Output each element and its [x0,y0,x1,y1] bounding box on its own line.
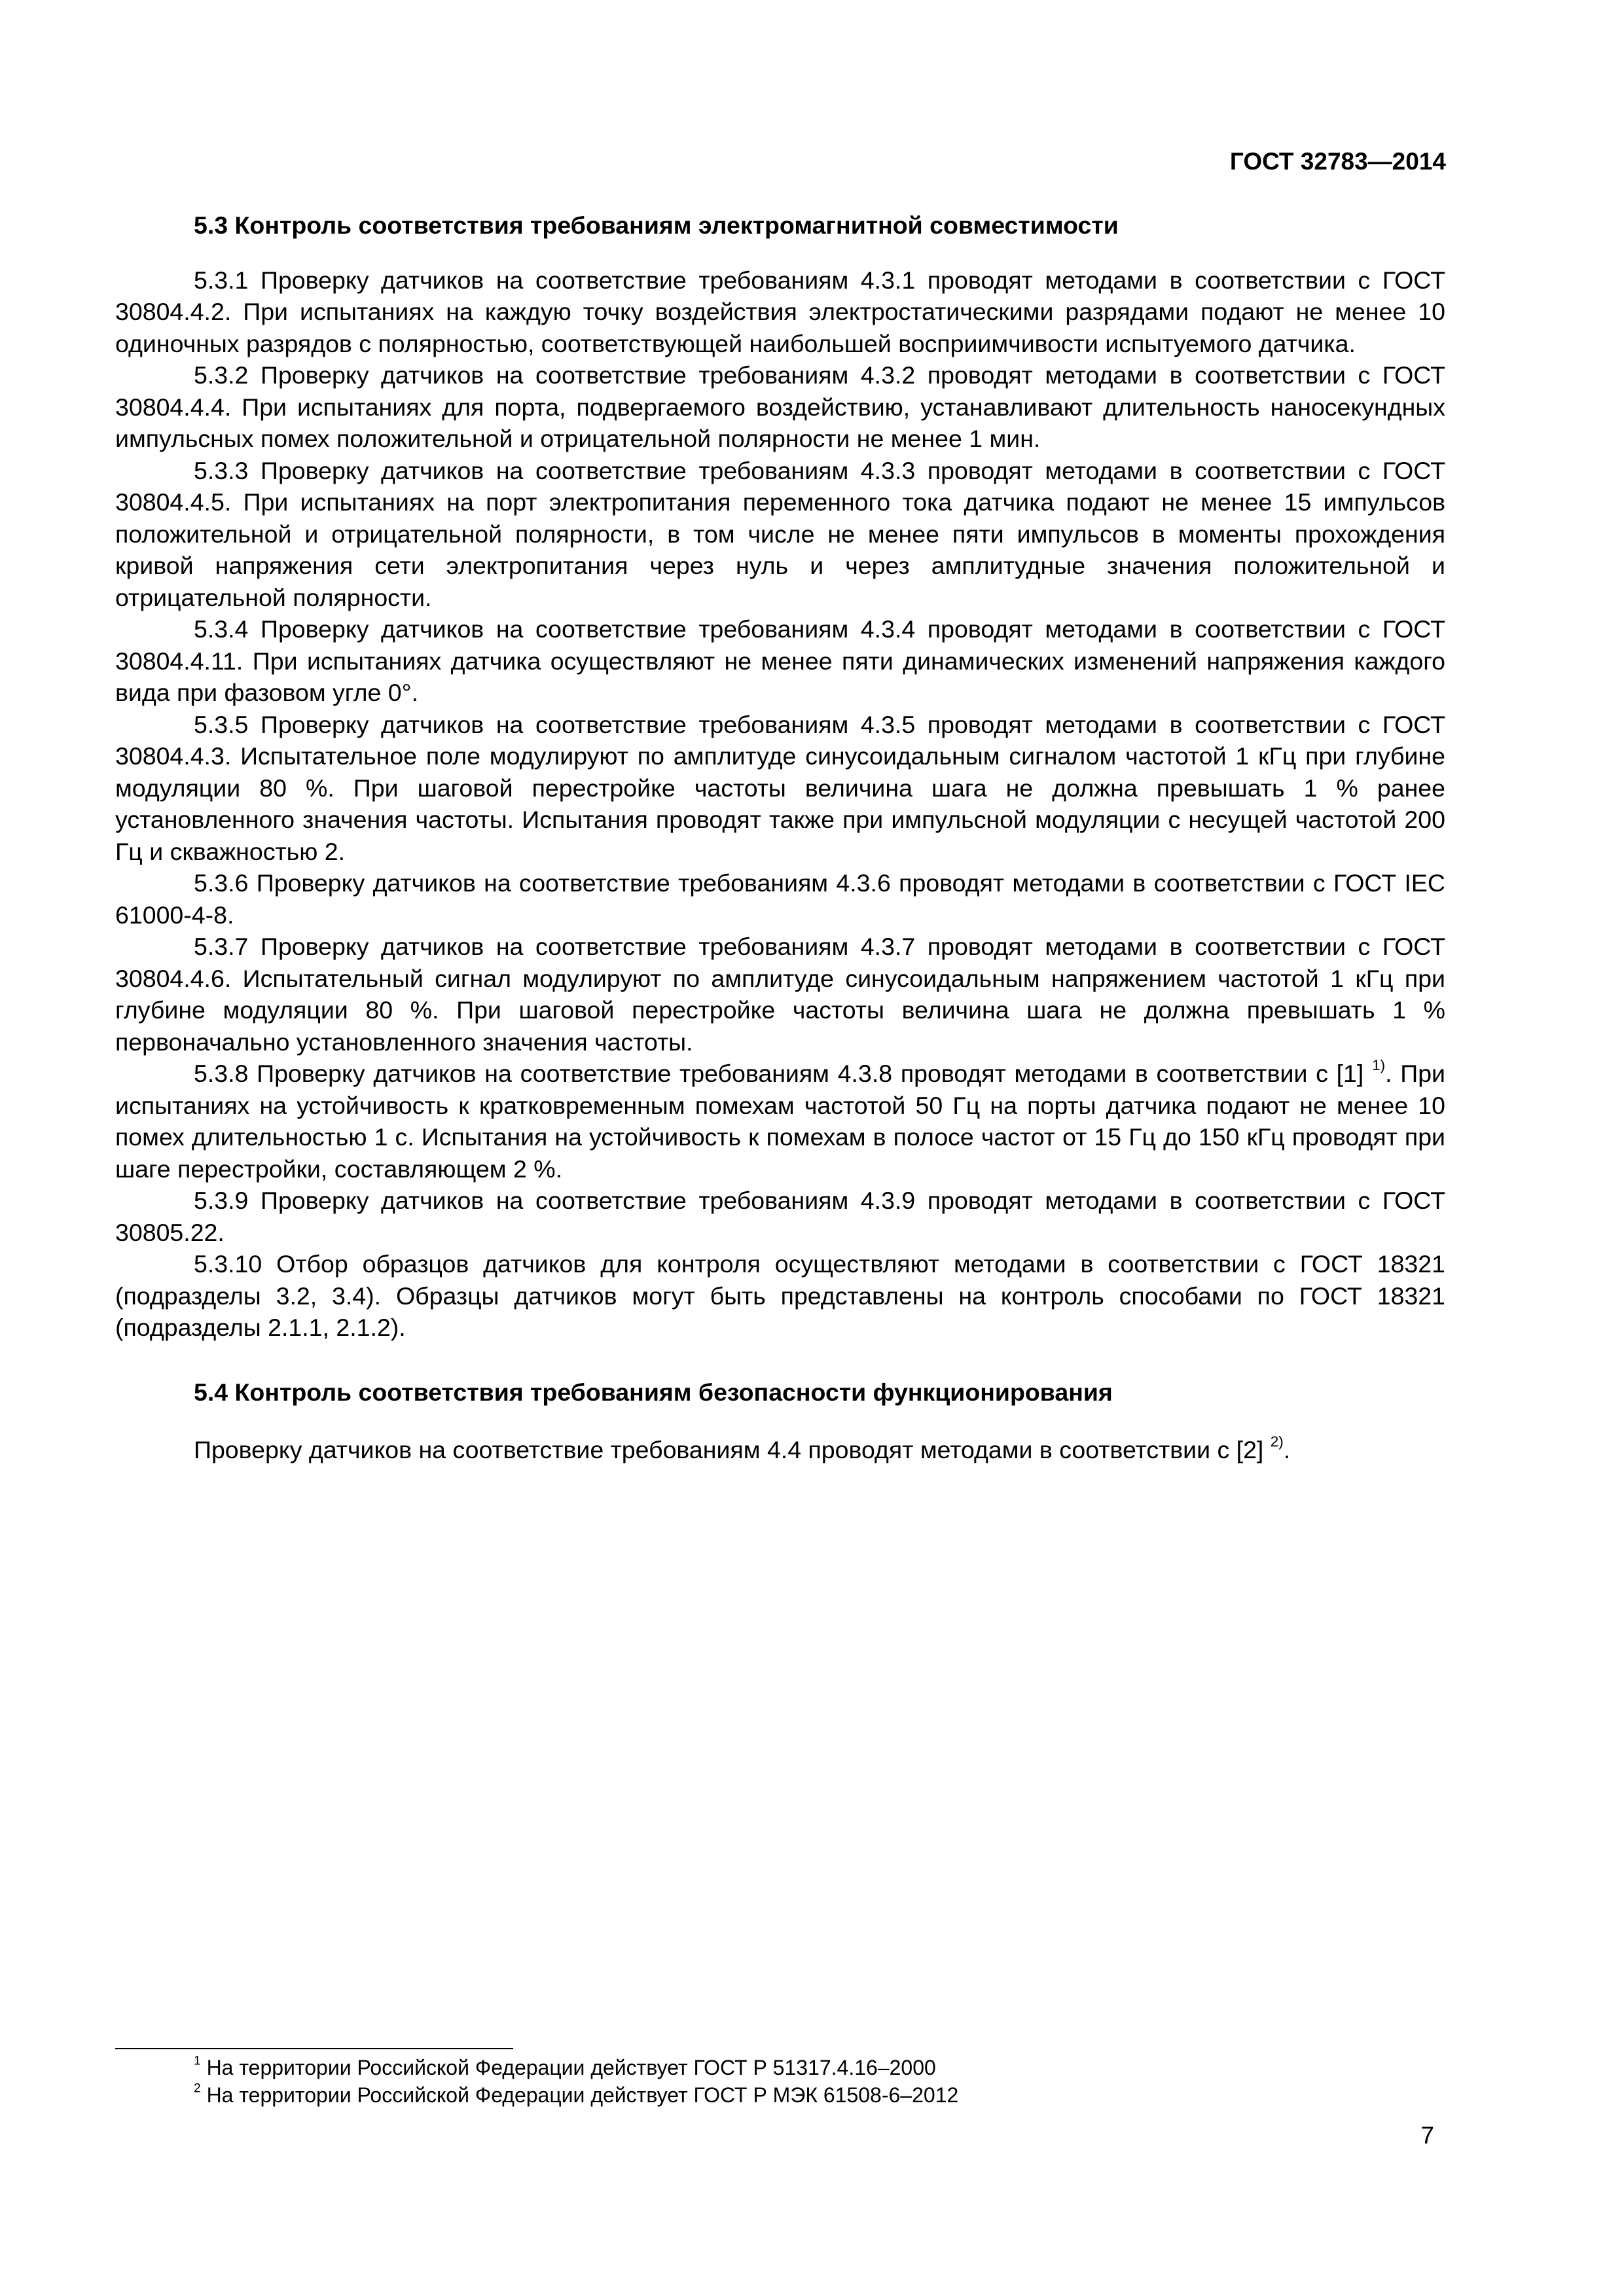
paragraph-5-3-1: 5.3.1 Проверку датчиков на соответствие требованиям 4.3.1 проводят методами в соответствии с ГОСТ 30804.4.2. При испытаниях на каждую точку воздействия электростатическими разрядами подают не менее 10 одиночных разрядов с полярностью, соответствующей наибольшей восприимчивости испытуемого датчика. [115,266,1445,357]
footnote-1-text: На территории Российской Федерации действует ГОСТ Р 51317.4.16–2000 [200,2056,936,2079]
section-5-3-title: 5.3 Контроль соответствия требованиям электромагнитной совместимости [194,211,1119,239]
footnote-2-mark: 2 [194,2081,201,2096]
footnote-2-text: На территории Российской Федерации действует ГОСТ Р МЭК 61508-6–2012 [200,2083,959,2107]
footnote-1-mark: 1 [194,2054,201,2068]
paragraph-5-3-7: 5.3.7 Проверку датчиков на соответствие требованиям 4.3.7 проводят методами в соответствии с ГОСТ 30804.4.6. Испытательный сигнал модулируют по амплитуде синусоидальным напряжением частотой 1 кГц при глубине модуляции 80 %. При шаговой перестройке частоты величина шага не должна превышать 1 % первоначально установленного значения частоты. [115,933,1445,1056]
footnote-ref-2: 2) [1270,1433,1284,1450]
paragraph-5-3-3: 5.3.3 Проверку датчиков на соответствие требованиям 4.3.3 проводят методами в соответствии с ГОСТ 30804.4.5. При испытаниях на порт электропитания переменного тока датчика подают не менее 15 импульсов положительной и отрицательной полярности, в том числе не менее пяти импульсов в моменты прохождения кривой напряжения сети электропитания через нуль и через амплитудные значения положительной и отрицательной полярности. [115,456,1445,611]
paragraph-5-3-8 [115,1058,1445,1185]
document-header: ГОСТ 32783—2014 [1229,148,1446,175]
paragraph-5-3-9: 5.3.9 Проверку датчиков на соответствие требованиям 4.3.9 проводят методами в соответствии с ГОСТ 30805.22. [115,1187,1445,1246]
footnotes [194,2054,958,2109]
footnote-2 [194,2081,958,2109]
footnote-separator [115,2048,513,2049]
paragraph-5-3-5: 5.3.5 Проверку датчиков на соответствие требованиям 4.3.5 проводят методами в соответствии с ГОСТ 30804.4.3. Испытательное поле модулируют по амплитуде синусоидальным сигналом частотой 1 кГц при глубине модуляции 80 %. При шаговой перестройке частоты величина шага не должна превышать 1 % ранее установленного значения частоты. Испытания проводят также при импульсной модуляции с несущей частотой 200 Гц и скважностью 2. [115,710,1445,865]
document-body [115,209,1445,1466]
paragraph-5-3-4: 5.3.4 Проверку датчиков на соответствие требованиям 4.3.4 проводят методами в соответствии с ГОСТ 30804.4.11. При испытаниях датчика осуществляют не менее пяти динамических изменений напряжения каждого вида при фазовом угле 0°. [115,615,1445,706]
paragraph-5-3-10: 5.3.10 Отбор образцов датчиков для контроля осуществляют методами в соответствии с ГОСТ 18321 (подразделы 3.2, 3.4). Образцы датчиков могут быть представлены на контроль способами по ГОСТ 18321 (подразделы 2.1.1, 2.1.2). [115,1250,1445,1341]
page-number: 7 [1420,2122,1434,2149]
paragraph-5-4-text-start: Проверку датчиков на соответствие требованиям 4.4 проводят методами в соответствии с [2] [194,1436,1271,1463]
footnote-1 [194,2054,958,2081]
paragraph-5-3-8-text-start: 5.3.8 Проверку датчиков на соответствие требованиям 4.3.8 проводят методами в соответствии с [1] [194,1060,1373,1087]
section-5-4-title: 5.4 Контроль соответствия требованиям безопасности функционирования [194,1378,1113,1406]
paragraph-5-3-6: 5.3.6 Проверку датчиков на соответствие требованиям 4.3.6 проводят методами в соответствии с ГОСТ IEC 61000-4-8. [115,869,1445,929]
footnote-ref-1: 1) [1372,1057,1386,1073]
paragraph-5-4-text-end: . [1283,1436,1291,1463]
paragraph-5-4 [115,1434,1445,1466]
paragraph-5-3-8-text-end: . При испытаниях на устойчивость к кратковременным помехам частотой 50 Гц на порты датчика подают не менее 10 помех длительностью 1 с. Испытания на устойчивость к помехам в полосе частот от 15 Гц до 150 кГц проводят при шаге перестройки, составляющем 2 %. [115,1060,1445,1183]
paragraph-5-3-2: 5.3.2 Проверку датчиков на соответствие требованиям 4.3.2 проводят методами в соответствии с ГОСТ 30804.4.4. При испытаниях для порта, подвергаемого воздействию, устанавливают длительность наносекундных импульсных помех положительной и отрицательной полярности не менее 1 мин. [115,361,1445,452]
